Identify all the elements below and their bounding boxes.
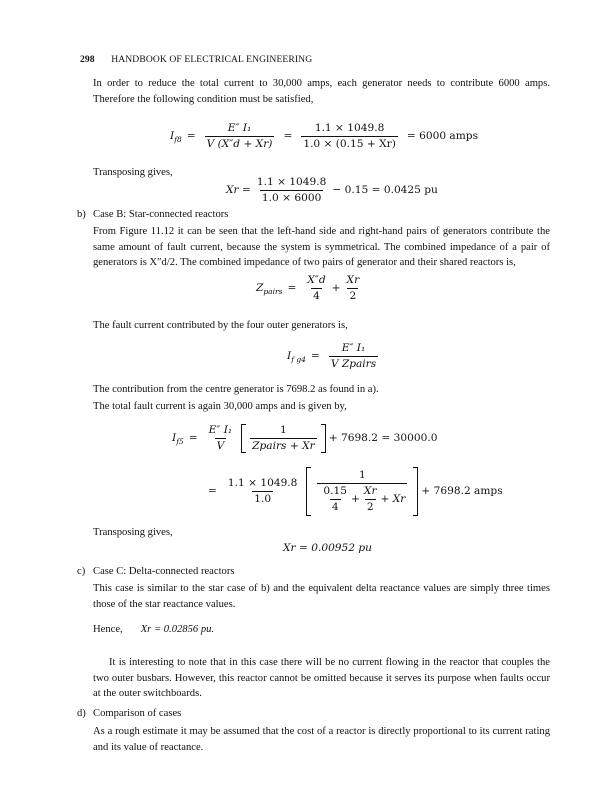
running-header (80, 52, 312, 68)
case-b-paragraph: From Figure 11.12 it can be seen that the left-hand side and right-hand pairs of generators contribute the same amount of fault current, because the system is symmetrical. The combined impedance of a pair of generators is X″d/2. The combined impedance of two pairs of generator and their shared reactors is, (93, 226, 550, 268)
case-d-paragraph: As a rough estimate it may be assumed that the cost of a reactor is directly proportional to its current rating and its value of reactance. (93, 726, 550, 753)
equation-if4: $I_{f g4}$ = $\frac{\text{E″ I₁}}{\text{V Zpairs}}$ (287, 342, 377, 370)
eq1-lhs: $I_{f8}$ (170, 129, 182, 144)
book-title: HANDBOOK OF ELECTRICAL ENGINEERING (111, 54, 313, 65)
case-c-paragraph: This case is similar to the star case of b) and the equivalent delta reactance values are simply three times those of the star reactance values. (93, 583, 550, 610)
bracket-2: 1 $\frac{0.15}{4}$ + $\frac{Xr}{2}$ + Xr (306, 467, 418, 516)
eq1-frac1: $\frac{\text{E″ I₁}}{V (X''d + Xr)}$ (206, 122, 273, 150)
case-c-label: c) (77, 566, 86, 577)
case-c-title: Case C: Delta-connected reactors (93, 566, 235, 577)
hence-line: Hence, Xr = 0.02856 pu. (93, 624, 215, 635)
total-fault-text: The total fault current is again 30,000 amps and is given by, (93, 401, 347, 412)
case-b-title: Case B: Star-connected reactors (93, 209, 229, 220)
equation-xr-a: Xr = $\frac{1.1 \times 1049.8}{1.0 \times 6000}$ − 0.15 = 0.0425 pu (226, 176, 438, 204)
case-d-label: d) (77, 708, 86, 719)
equation-zpairs: $Z_{pairs}$ = $\frac{X''d}{4}$ + $\frac{Xr}{2}$ (256, 274, 360, 302)
equation-if8: $I_{f8}$ = $\frac{\text{E″ I₁}}{V (X''d + Xr)}$ = $\frac{1.1 \times 1049.8}{1.0 \times (0.15 + Xr)}$ = 6000 amps (170, 122, 479, 150)
outer-generators-text: The fault current contributed by the four outer generators is, (93, 320, 348, 331)
equation-if5: $I_{f5}$ = $\frac{\text{E″ I₁}}{V}$ $\frac{1}{\text{Zpairs + Xr}}$ + 7698.2 = 30000.0 (172, 424, 438, 452)
eq1-result: = 6000 amps (406, 129, 479, 142)
centre-generator-text: The contribution from the centre generator is 7698.2 as found in a). (93, 384, 379, 395)
eq2-frac: $\frac{1.1 \times 1049.8}{1.0 \times 6000}$ (256, 176, 327, 204)
case-c-paragraph-2: It is interesting to note that in this case there will be no current flowing in the reactor that couples the two outer busbars. However, this reactor cannot be omitted because it serves its purpose when faults occur at the outer switchboards. (93, 657, 550, 699)
case-d-title: Comparison of cases (93, 708, 182, 719)
case-b-label: b) (77, 209, 86, 220)
result-xr-b: Xr = 0.00952 pu (283, 542, 372, 554)
intro-paragraph: In order to reduce the total current to 30,000 amps, each generator needs to contribute 6000 amps. Therefore the following condition must be satisfied, (93, 78, 550, 105)
bracket-1: $\frac{1}{\text{Zpairs + Xr}}$ (241, 424, 326, 453)
transposing-label-1: Transposing gives, (93, 167, 173, 178)
transposing-label-2: Transposing gives, (93, 527, 173, 538)
page-number: 298 (80, 54, 95, 65)
equation-if5-expanded: = $\frac{1.1 \times 1049.8}{1.0}$ 1 $\frac{0.15}{4}$ + $\frac{Xr}{2}$ + Xr + 7698.2 amps (203, 467, 503, 516)
eq1-frac2: $\frac{1.1 \times 1049.8}{1.0 \times (0.15 + Xr)}$ (303, 122, 396, 150)
